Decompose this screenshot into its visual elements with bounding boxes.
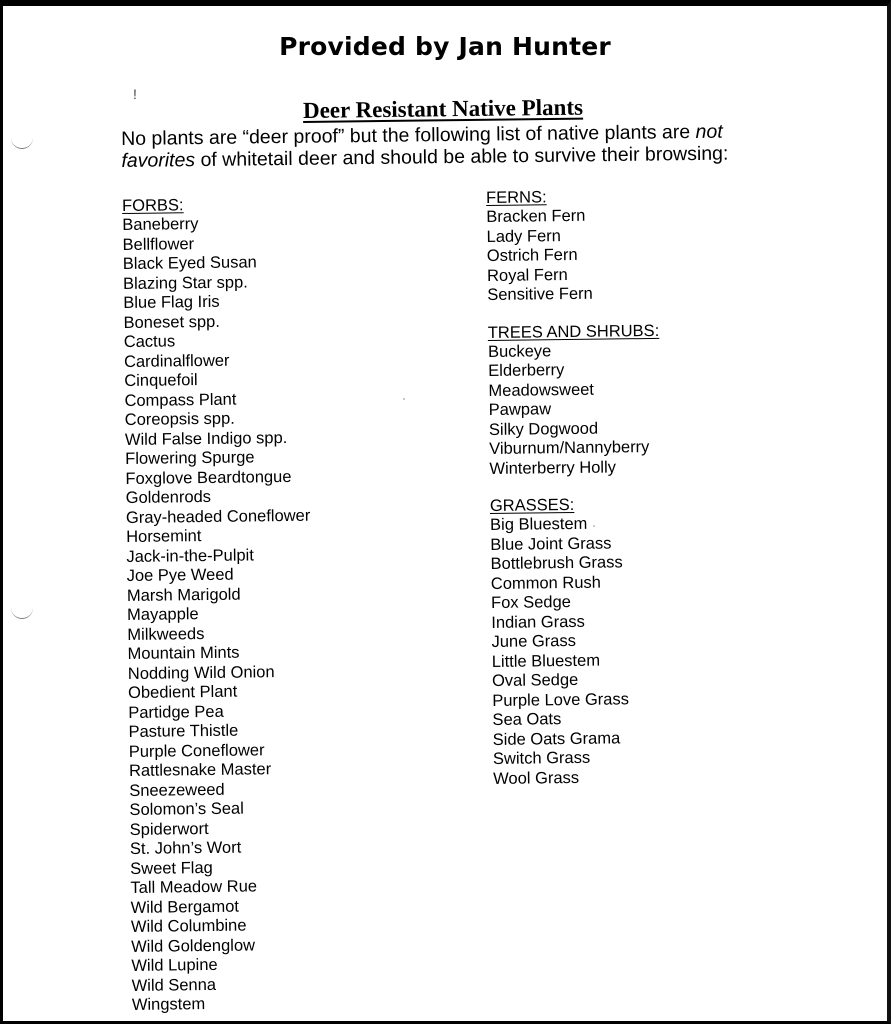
plant-list-item: Cinquefoil [124,371,198,390]
ferns-section [486,184,817,306]
plant-list-item: Wild Bergamot [130,897,239,917]
right-column [486,184,824,806]
plant-list-item: Flowering Spurge [125,448,255,468]
grasses-list [490,512,823,789]
plant-list-item: Nodding Wild Onion [127,662,275,683]
plant-list-item: Wild Goldenglow [131,935,256,956]
plant-list-item: Silky Dogwood [488,419,599,439]
plant-list-item: Wild Lupine [131,955,218,975]
plant-list-item: Milkweeds [127,624,205,644]
trees-shrubs-heading: TREES AND SHRUBS: [487,321,660,342]
plant-list-item: Boneset spp. [123,312,220,332]
plant-list-item: Black Eyed Susan [122,253,257,273]
plant-list-item: Jack-in-the-Pulpit [126,545,254,566]
plant-list-item: Royal Fern [486,265,568,285]
plant-list-item: Viburnum/Nannyberry [489,438,650,458]
plant-list-item: Fox Sedge [490,592,571,612]
plant-list-item: Spiderwort [129,819,209,839]
plant-list-item: Mayapple [127,605,199,624]
plant-list-item: Purple Love Grass [492,689,630,710]
plant-list-item: Switch Grass [492,748,591,768]
title-wrapper [303,95,583,124]
forbs-list [122,212,462,1015]
plant-list-item: Little Bluestem [491,651,601,671]
intro-paragraph [121,120,761,172]
intro-text-2: of whitetail deer and should be able to survive their browsing: [194,142,729,172]
plant-list-item: Obedient Plant [127,682,238,702]
plant-list-item: Goldenrods [125,487,212,507]
plant-list-item: Wild Columbine [130,916,247,936]
plant-list-item: Wild False Indigo spp. [124,428,288,449]
plant-list-item: Tall Meadow Rue [130,877,258,897]
plant-list-item: Bottlebrush Grass [490,553,623,573]
plant-list-item: Baneberry [122,215,199,234]
plant-list-item: Partidge Pea [128,702,224,722]
plant-list-item: Compass Plant [124,390,237,410]
plant-list-item: Marsh Marigold [126,585,241,605]
plant-list-item: St. John’s Wort [129,838,242,858]
plant-list-item: Indian Grass [491,612,585,632]
plant-list-item: Sweet Flag [130,858,213,878]
plant-list-item: Mountain Mints [127,643,240,663]
plant-list-item: Buckeye [487,341,552,361]
ferns-heading: FERNS: [486,188,547,207]
plant-list-item: Gray-headed Coneflower [125,506,311,527]
stray-pen-mark: ! [133,86,137,102]
plant-list-item: Foxglove Beardtongue [125,467,292,488]
plant-list-item: Pasture Thistle [128,721,239,741]
plant-list-item: Meadowsweet [488,380,595,400]
plant-list-item: Cactus [123,332,176,351]
plant-list-item: Solomon’s Seal [129,799,244,819]
plant-list-item: Elderberry [488,361,565,380]
intro-text-1: No plants are “deer proof” but the following list of native plants are [121,120,696,150]
plant-list-item: Lady Fern [486,226,561,246]
plant-list-item: Bellflower [122,234,195,254]
plant-list-item: Sensitive Fern [487,284,593,304]
ferns-list [486,204,817,306]
plant-list-item: Pawpaw [488,400,552,419]
trees-shrubs-section [488,318,820,479]
plant-list-item: Coreopsis spp. [124,409,235,429]
plant-list-item: Rattlesnake Master [128,760,272,780]
plant-list-item: Blazing Star spp. [122,272,248,293]
intro-emphasis: not favorites [121,120,723,172]
plant-list-item: Purple Coneflower [128,740,265,761]
plant-list-item: Wool Grass [493,768,580,788]
plant-list-item: Joe Pye Weed [126,565,234,585]
forbs-heading: FORBS: [122,196,184,215]
plant-list-item: Side Oats Grama [492,728,621,749]
plant-list-item: Winterberry Holly [489,457,617,478]
binder-hole-mark-bottom [11,606,33,619]
plant-list-item: Wild Senna [131,975,217,995]
grasses-section [490,492,824,789]
grasses-heading: GRASSES: [489,495,575,515]
plant-list-item: Cardinalflower [123,351,230,371]
plant-list-item: Sea Oats [492,710,562,729]
plant-list-item: Wingstem [131,995,206,1014]
plant-list-item: Common Rush [490,573,601,593]
plant-list-item: Horsemint [126,527,202,546]
plant-list-item: June Grass [491,631,577,651]
trees-shrubs-list [488,338,820,479]
document-title: Deer Resistant Native Plants [302,94,584,123]
plant-list-item: Oval Sedge [491,670,579,690]
plant-list-item: Ostrich Fern [486,245,578,265]
binder-hole-mark-top [11,136,33,149]
plant-list-item: Blue Flag Iris [123,292,220,312]
plant-list-item: Big Bluestem [490,514,588,534]
left-column [122,192,462,1015]
plant-list-item: Bracken Fern [486,206,586,226]
provided-by-heading: Provided by Jan Hunter [279,32,611,61]
plant-list-item: Sneezeweed [129,780,225,800]
plant-list-item: Blue Joint Grass [490,533,612,554]
